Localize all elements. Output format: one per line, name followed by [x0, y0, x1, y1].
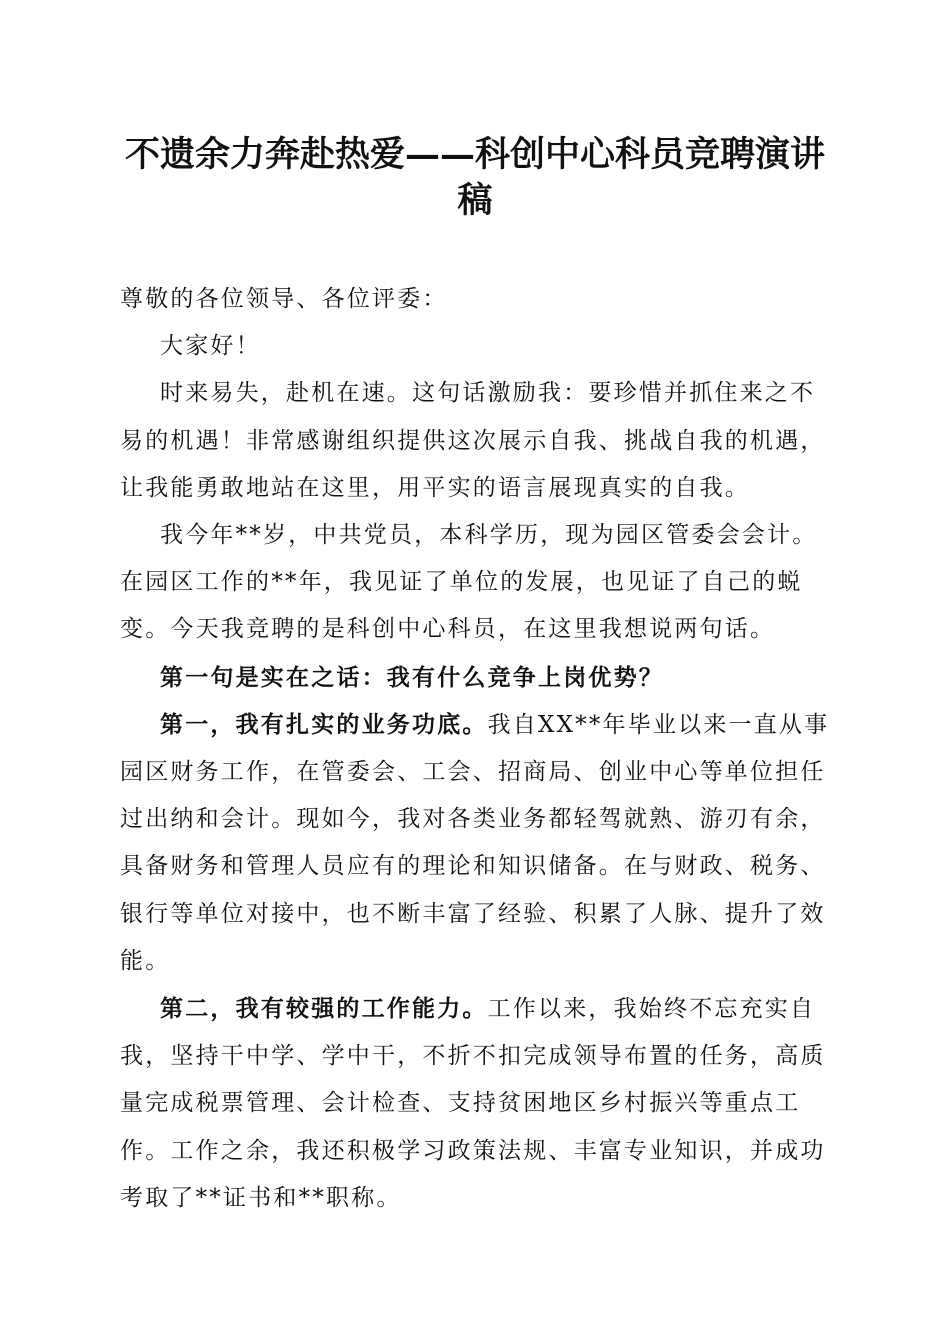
point-one-lead: 第一，我有扎实的业务功底。 — [160, 710, 488, 738]
paragraph-point-one — [120, 701, 840, 985]
salutation: 尊敬的各位领导、各位评委： — [120, 286, 448, 312]
paragraph-point-two — [120, 985, 840, 1222]
document-body — [120, 276, 840, 1222]
point-two-lead: 第二，我有较强的工作能力。 — [160, 995, 488, 1023]
point-two-text: 工作以来，我始终不忘充实自我，坚持干中学、学中干，不折不扣完成领导布置的任务，高质量完成税票管理、会计检查、支持贫困地区乡村振兴等重点工作。工作之余，我还积极学习政策法规、丰富专业知识，并成功考取了**证书和**职称。 — [120, 996, 826, 1211]
greeting: 大家好！ — [160, 333, 261, 360]
document-title: 不遗余力奔赴热爱——科创中心科员竞聘演讲稿 — [124, 134, 825, 221]
section-heading-advantages: 第一句是实在之话：我有什么竞争上岗优势？ — [160, 663, 664, 691]
paragraph-self-intro: 我今年**岁，中共党员，本科学历，现为园区管委会会计。在园区工作的**年，我见证了单位的发展，也见证了自己的蜕变。今天我竞聘的是科创中心科员，在这里我想说两句话。 — [120, 522, 818, 643]
point-one-text: 我自XX**年毕业以来一直从事园区财务工作，在管委会、工会、招商局、创业中心等单位担任过出纳和会计。现如今，我对各类业务都轻驾就熟、游刃有余，具备财务和管理人员应有的理论和知识储备。在与财政、税务、银行等单位对接中，也不断丰富了经验、积累了人脉、提升了效能。 — [120, 711, 830, 974]
paragraph-opening: 时来易失，赴机在速。这句话激励我：要珍惜并抓住来之不易的机遇！非常感谢组织提供这次展示自我、挑战自我的机遇，让我能勇敢地站在这里，用平实的语言展现真实的自我。 — [120, 380, 826, 501]
